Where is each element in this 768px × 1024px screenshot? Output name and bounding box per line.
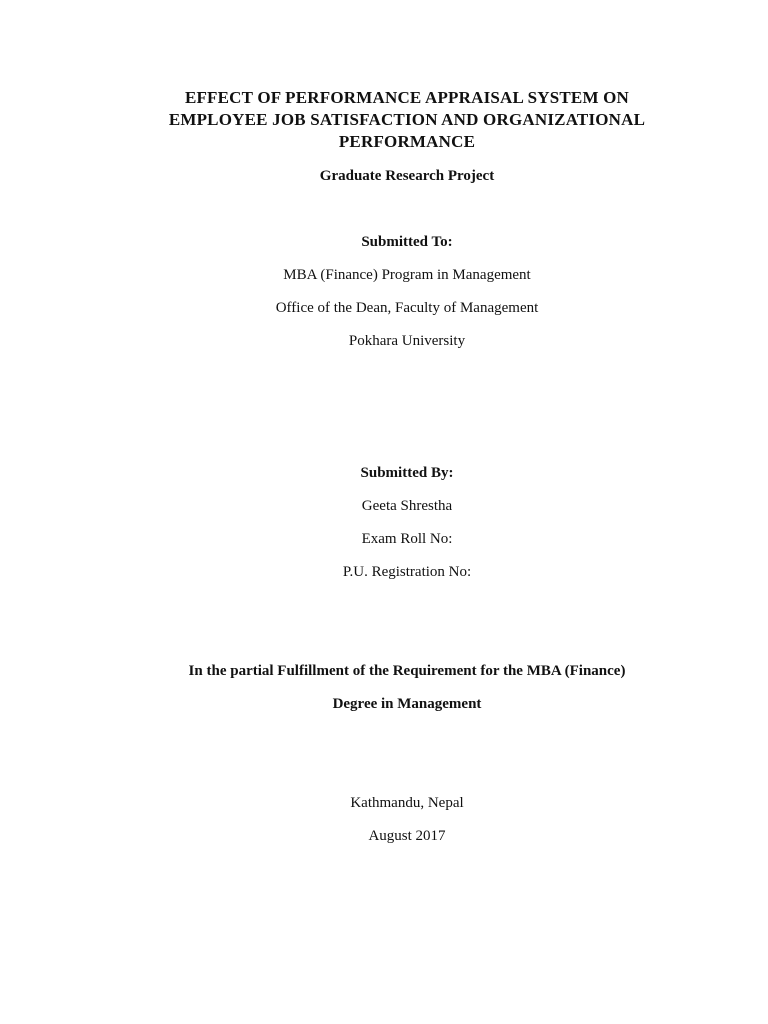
submitted-by-heading: Submitted By: bbox=[360, 465, 454, 481]
fulfillment-line-2: Degree in Management bbox=[332, 696, 482, 712]
date: August 2017 bbox=[368, 828, 446, 844]
title-line-1: EFFECT OF PERFORMANCE APPRAISAL SYSTEM ON bbox=[184, 88, 630, 107]
document-title bbox=[104, 87, 710, 153]
title-line-3: PERFORMANCE bbox=[338, 132, 476, 151]
fulfillment-line-1: In the partial Fulfillment of the Requirement for the MBA (Finance) bbox=[188, 663, 626, 679]
submitted-by-registration-no: P.U. Registration No: bbox=[342, 564, 472, 580]
submitted-to-heading: Submitted To: bbox=[361, 234, 453, 250]
document-subtitle: Graduate Research Project bbox=[319, 168, 495, 184]
submitted-to-program: MBA (Finance) Program in Management bbox=[283, 267, 531, 283]
title-line-2: EMPLOYEE JOB SATISFACTION AND ORGANIZATIONAL bbox=[168, 110, 646, 129]
submitted-by-roll-no: Exam Roll No: bbox=[361, 531, 453, 547]
place: Kathmandu, Nepal bbox=[350, 795, 464, 811]
submitted-to-office: Office of the Dean, Faculty of Management bbox=[275, 300, 539, 316]
submitted-by-name: Geeta Shrestha bbox=[361, 498, 453, 514]
submitted-to-university: Pokhara University bbox=[348, 333, 466, 349]
